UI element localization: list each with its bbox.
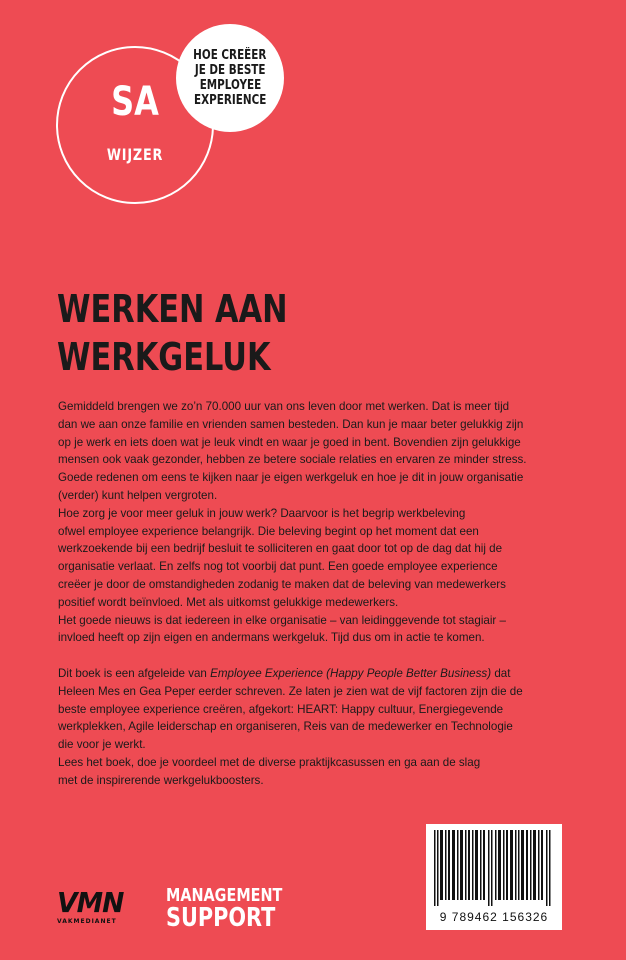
barcode-bars [432,830,556,906]
blurb-line [58,665,598,683]
blurb-line: werkzoekende bij een bedrijf besluit te solliciteren en gaat door tot op de dag dat hij de [58,542,503,556]
blurb-line: werkplekken, Agile leiderschap en organiseren, Reis van de medewerker en Technologie [58,720,513,734]
blurb-line: invloed heeft op zijn eigen en andermans werkgeluk. Tijd dus om in actie te komen. [58,631,485,645]
back-cover-blurb [58,398,598,790]
tagline-line: HOE CREËER [193,48,267,63]
tagline-bubble [176,24,284,132]
tagline-line: JE DE BESTE [194,63,266,78]
blurb-text: Dit boek is een afgeleide van [58,666,211,680]
ms-logo-bottom: SUPPORT [166,903,276,933]
blurb-line: organisatie verlaat. En zelfs nog tot voorbij dat punt. Een goede employee experience [58,560,498,574]
blurb-line: Lees het boek, doe je voordeel met de diverse praktijkcasussen en ga aan de slag [58,755,481,769]
blurb-line: Het goede nieuws is dat iedereen in elke organisatie – van leidinggevende tot stagiair – [58,613,506,627]
blurb-line: mensen ook vaak gezonder, hebben ze betere sociale relaties en ervaren ze minder stress. [58,453,527,467]
title-line-1: WERKEN AAN [57,287,288,331]
tagline-line: EMPLOYEE [199,78,261,93]
isbn-number: 9 789462 156326 [439,910,549,924]
title-line-2: WERKGELUK [57,335,271,379]
logo-wijzer-text: WIJZER [106,145,164,164]
management-support-logo [166,887,311,931]
ms-logo-top: MANAGEMENT [166,885,283,906]
blurb-line: ofwel employee experience belangrijk. Die beleving begint op het moment dat een [58,524,479,538]
paragraph-gap [58,647,598,665]
book-reference: Employee Experience (Happy People Better Business) [210,666,492,680]
vmn-logo [57,886,127,925]
tagline-line: EXPERIENCE [193,93,267,108]
blurb-line: op je werk en iets doen wat je leuk vindt en waar je goed in bent. Bovendien zijn gelukkige [58,435,521,449]
blurb-line: Gemiddeld brengen we zo’n 70.000 uur van ons leven door met werken. Dat is meer tijd [58,400,510,413]
blurb-text: dat [491,666,511,680]
blurb-line: dan we aan onze familie en vrienden samen besteden. Dan kun je maar beter gelukkig zijn [58,417,524,431]
vmn-logo-text: VMN [57,886,124,919]
vmn-logo-subtitle: VAKMEDIANET [57,918,117,925]
blurb-line: met de inspirerende werkgelukboosters. [58,773,264,787]
blurb-line: positief wordt beïnvloed. Met als uitkomst gelukkige medewerkers. [58,595,399,609]
blurb-line: beste employee experience creëren, afgekort: HEART: Happy cultuur, Energiegevende [58,702,504,716]
blurb-line: die voor je werkt. [58,738,146,752]
blurb-line: Hoe zorg je voor meer geluk in jouw werk? Daarvoor is het begrip werkbeleving [58,506,466,520]
book-title [57,285,288,381]
blurb-line: Goede redenen om eens te kijken naar je eigen werkgeluk en hoe je dit in jouw organisatie [58,471,524,485]
logo-sa-text: SA [111,79,159,125]
isbn-barcode [426,824,562,930]
blurb-line: Heleen Mes en Gea Peper eerder schreven. Ze laten je zien wat de vijf factoren zijn die de [58,684,523,698]
blurb-line: creëer je door de omstandigheden zodanig te maken dat de beleving van medewerkers [58,577,506,591]
blurb-line: (verder) kunt helpen vergroten. [58,488,218,502]
